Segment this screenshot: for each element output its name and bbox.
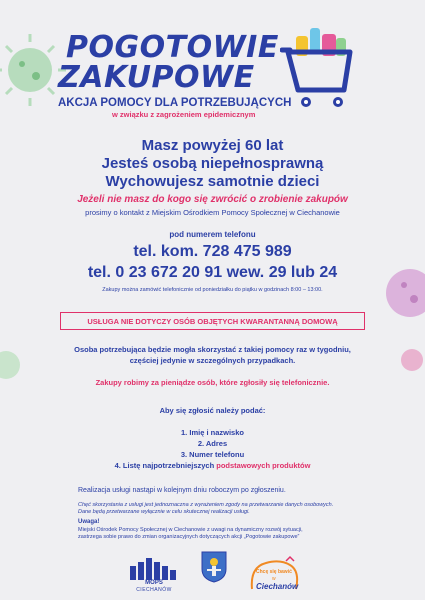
city-event-logo-top: Chcę się bawić [256,569,292,575]
subtitle-epidemic: w związku z zagrożeniem epidemicznym [112,110,256,119]
phone-hours: Zakupy można zamówić telefonicznie od poniedziałku do piątku w godzinach 8:00 – 13:00. [102,287,323,293]
intro-line-1: Masz powyżej 60 lat [141,137,284,154]
intro-pink-line: Jeżeli nie masz do kogo się zwrócić o zrobienie zakupów [77,194,348,205]
footer-realization: Realizacja usługi nastąpi w kolejnym dniu roboczym po zgłoszeniu. [78,487,286,494]
title-line-2: ZAKUPOWE [58,60,255,95]
mops-logo-icon [128,558,180,580]
quarantine-notice-text: USŁUGA NIE DOTYCZY OSÓB OBJĘTYCH KWARANTANNĄ DOMOWĄ [87,316,338,326]
info-line-2: częściej jedynie w szczególnych przypadkach. [129,356,296,365]
footer-note-1: Miejski Ośrodek Pomocy Społecznej w Ciechanowie z uwagi na dynamiczny rozwój sytuacji, [78,527,303,533]
list-item-4-start: 4. Listę najpotrzebniejszych [114,461,215,470]
list-item-4-pink: podstawowych produktów [216,461,311,470]
quarantine-notice-box [60,312,365,330]
footer-uwaga: Uwaga! [78,519,100,525]
intro-contact-line: prosimy o kontakt z Miejskim Ośrodkiem Pomocy Społecznej w Ciechanowie [85,208,340,217]
footer-privacy-1: Chęć skorzystania z usługi jest jednoznaczna z wyrażeniem zgody na przetwarzanie danych osobowych. [78,502,334,508]
phone-label: pod numerem telefonu [169,230,256,239]
intro-line-2: Jesteś osobą niepełnosprawną [101,155,324,172]
list-item-2: 2. Adres [197,439,228,448]
info-pink: Zakupy robimy za pieniądze osób, które zgłosiły się telefonicznie. [95,378,330,387]
list-item-3: 3. Numer telefonu [180,450,245,459]
info-line-1: Osoba potrzebująca będzie mogła skorzystać z takiej pomocy raz w tygodniu, [74,345,351,354]
subtitle: AKCJA POMOCY DLA POTRZEBUJĄCYCH [58,97,292,109]
list-heading: Aby się zgłosić należy podać: [159,406,266,415]
title-line-1: POGOTOWIE [66,30,279,65]
city-event-logo-mid: w [272,576,276,582]
list-item-1: 1. Imię i nazwisko [181,428,244,437]
city-event-logo [246,555,302,595]
list-item-4 [0,461,425,470]
mops-logo-city: CIECHANÓW [136,587,172,593]
shopping-cart-icon [280,28,360,110]
phone-mobile: tel. kom. 728 475 989 [133,243,292,260]
city-coat-of-arms-icon [201,551,227,583]
intro-line-3: Wychowujesz samotnie dzieci [105,173,320,190]
mops-logo [128,558,180,594]
footer-privacy-2: Dane będą przetwarzane wyłącznie w celu skutecznej realizacji usługi. [78,509,250,515]
city-event-logo-bottom: Ciechanów [256,582,299,591]
phone-landline: tel. 0 23 672 20 91 wew. 29 lub 24 [87,264,338,281]
mops-logo-text: MOPS [145,580,163,586]
footer-note-2: zastrzega sobie prawo do zmian organizacyjnych dotyczących akcji „Pogotowie zakupowe” [78,534,300,540]
